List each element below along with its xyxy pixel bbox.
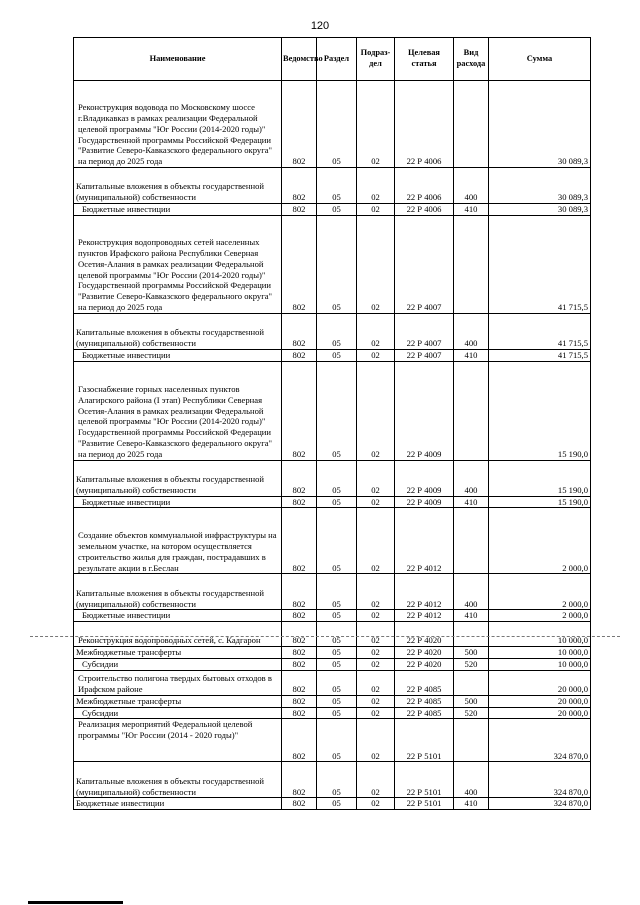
row-vedomstvo: 802 [282,798,317,810]
table-row [74,670,591,695]
row-summa: 20 000,0 [489,695,591,707]
row-celevaya: 22 Р 4012 [395,508,454,574]
table-row [74,313,591,349]
budget-table [73,37,591,810]
row-vedomstvo: 802 [282,496,317,508]
row-vid [454,81,489,168]
row-vedomstvo: 802 [282,508,317,574]
row-vedomstvo: 802 [282,647,317,659]
row-name: Строительство полигона твердых бытовых отходов в Ирафском районе [74,670,282,695]
row-name: Капитальные вложения в объекты государственной (муниципальной) собственности [74,574,282,610]
row-summa: 2 000,0 [489,508,591,574]
row-vid [454,670,489,695]
row-podrazdel: 02 [357,707,395,719]
row-summa: 20 000,0 [489,707,591,719]
row-celevaya: 22 Р 4085 [395,670,454,695]
row-celevaya: 22 Р 5101 [395,762,454,798]
table-row [74,707,591,719]
row-celevaya: 22 Р 4020 [395,647,454,659]
page-number: 120 [310,20,330,32]
row-name: Субсидии [74,707,282,719]
row-vedomstvo: 802 [282,574,317,610]
row-vid: 520 [454,707,489,719]
row-vedomstvo: 802 [282,460,317,496]
row-summa: 10 000,0 [489,622,591,647]
table-row [74,361,591,460]
row-celevaya: 22 Р 5101 [395,798,454,810]
row-celevaya: 22 Р 4006 [395,81,454,168]
row-celevaya: 22 Р 4007 [395,215,454,313]
row-vid [454,215,489,313]
row-razdel: 05 [317,204,357,216]
row-podrazdel: 02 [357,204,395,216]
row-summa: 2 000,0 [489,610,591,622]
row-razdel: 05 [317,313,357,349]
row-vid: 400 [454,460,489,496]
row-celevaya: 22 Р 4007 [395,313,454,349]
row-razdel: 05 [317,670,357,695]
header-podrazdel: Подраз-дел [357,38,395,81]
row-vid: 410 [454,349,489,361]
row-podrazdel: 02 [357,670,395,695]
row-name: Создание объектов коммунальной инфраструктуры на земельном участке, на котором осуществляется строительство жилья для граждан, пострадавших в результате акции в г.Беслан [74,508,282,574]
row-razdel: 05 [317,574,357,610]
row-summa: 15 190,0 [489,496,591,508]
table-row [74,204,591,216]
row-podrazdel: 02 [357,168,395,204]
row-celevaya: 22 Р 4009 [395,496,454,508]
row-podrazdel: 02 [357,695,395,707]
row-podrazdel: 02 [357,81,395,168]
row-celevaya: 22 Р 4009 [395,361,454,460]
row-summa: 41 715,5 [489,215,591,313]
row-podrazdel: 02 [357,361,395,460]
row-podrazdel: 02 [357,719,395,762]
table-row [74,622,591,647]
row-podrazdel: 02 [357,658,395,670]
header-razdel: Раздел [317,38,357,81]
header-vedomstvo: Ведомство [282,38,317,81]
row-name: Газоснабжение горных населенных пунктов Алагирского района (I этап) Республики Северная Осетия-Алания в рамках реализации Федеральной целевой программы "Юг России (2014-2020 годы)" Государственной программы Российской Федерации "Развитие Северо-Кавказского федерального округа" на период до 2025 года [74,361,282,460]
row-vid: 400 [454,762,489,798]
row-name: Капитальные вложения в объекты государственной (муниципальной) собственности [74,168,282,204]
row-razdel: 05 [317,762,357,798]
row-vid: 410 [454,798,489,810]
row-summa: 30 089,3 [489,81,591,168]
row-vedomstvo: 802 [282,695,317,707]
row-summa: 10 000,0 [489,647,591,659]
row-vid [454,719,489,762]
row-razdel: 05 [317,707,357,719]
row-podrazdel: 02 [357,508,395,574]
row-name: Капитальные вложения в объекты государственной (муниципальной) собственности [74,762,282,798]
table-row [74,574,591,610]
row-name: Бюджетные инвестиции [74,349,282,361]
row-celevaya: 22 Р 4006 [395,204,454,216]
header-name: Наименование [74,38,282,81]
row-vid [454,622,489,647]
row-vedomstvo: 802 [282,762,317,798]
scan-fold-line [30,636,620,637]
row-podrazdel: 02 [357,349,395,361]
row-vedomstvo: 802 [282,81,317,168]
row-summa: 41 715,5 [489,349,591,361]
row-vedomstvo: 802 [282,610,317,622]
row-summa: 30 089,3 [489,204,591,216]
row-vid: 520 [454,658,489,670]
row-razdel: 05 [317,610,357,622]
row-vedomstvo: 802 [282,349,317,361]
row-razdel: 05 [317,658,357,670]
table-row [74,496,591,508]
row-celevaya: 22 Р 4020 [395,622,454,647]
row-razdel: 05 [317,508,357,574]
row-podrazdel: 02 [357,798,395,810]
table-row [74,762,591,798]
header-summa: Сумма [489,38,591,81]
row-razdel: 05 [317,622,357,647]
row-name: Реконструкция водопроводных сетей, с. Кадгарон [74,622,282,647]
table-header-row [74,38,591,81]
table-row [74,460,591,496]
row-vedomstvo: 802 [282,361,317,460]
row-podrazdel: 02 [357,762,395,798]
row-summa: 10 000,0 [489,658,591,670]
row-vid: 500 [454,695,489,707]
header-celevaya: Целевая статья [395,38,454,81]
row-vid [454,508,489,574]
row-celevaya: 22 Р 4020 [395,658,454,670]
row-podrazdel: 02 [357,496,395,508]
row-vedomstvo: 802 [282,204,317,216]
row-vedomstvo: 802 [282,658,317,670]
row-summa: 324 870,0 [489,719,591,762]
table-row [74,647,591,659]
row-name: Бюджетные инвестиции [74,798,282,810]
row-summa: 324 870,0 [489,762,591,798]
row-vedomstvo: 802 [282,168,317,204]
table-row [74,610,591,622]
row-vid: 410 [454,610,489,622]
row-podrazdel: 02 [357,215,395,313]
row-summa: 15 190,0 [489,361,591,460]
row-razdel: 05 [317,361,357,460]
row-name: Капитальные вложения в объекты государственной (муниципальной) собственности [74,313,282,349]
row-name: Реконструкция водопроводных сетей населенных пунктов Ирафского района Республики Северная Осетия-Алания в рамках реализации Федеральной целевой программы "Юг России (2014-2020 годы)" Государственной программы Российской Федерации "Развитие Северо-Кавказского федерального округа" на период до 2025 года [74,215,282,313]
row-name: Реконструкция водовода по Московскому шоссе г.Владикавказ в рамках реализации Федеральной целевой программы "Юг России (2014-2020 годы)" Государственной программы Российской Федерации "Развитие Северо-Кавказского федерального округа" на период до 2025 года [74,81,282,168]
row-vid: 400 [454,574,489,610]
row-name: Межбюджетные трансферты [74,647,282,659]
row-razdel: 05 [317,695,357,707]
row-celevaya: 22 Р 4012 [395,610,454,622]
row-summa: 41 715,5 [489,313,591,349]
table-row [74,658,591,670]
row-vedomstvo: 802 [282,215,317,313]
row-summa: 30 089,3 [489,168,591,204]
row-podrazdel: 02 [357,610,395,622]
row-celevaya: 22 Р 4085 [395,707,454,719]
row-vid: 500 [454,647,489,659]
row-name: Бюджетные инвестиции [74,204,282,216]
row-celevaya: 22 Р 5101 [395,719,454,762]
row-razdel: 05 [317,647,357,659]
row-vedomstvo: 802 [282,313,317,349]
row-summa: 324 870,0 [489,798,591,810]
row-razdel: 05 [317,215,357,313]
row-razdel: 05 [317,460,357,496]
table-row [74,215,591,313]
row-vedomstvo: 802 [282,719,317,762]
row-name: Капитальные вложения в объекты государственной (муниципальной) собственности [74,460,282,496]
table-row [74,719,591,762]
row-vid: 410 [454,204,489,216]
row-podrazdel: 02 [357,574,395,610]
table-row [74,508,591,574]
row-vid [454,361,489,460]
table-row [74,798,591,810]
row-podrazdel: 02 [357,622,395,647]
row-celevaya: 22 Р 4085 [395,695,454,707]
table-row [74,695,591,707]
footer-rule [28,901,123,904]
row-celevaya: 22 Р 4006 [395,168,454,204]
row-vid: 400 [454,313,489,349]
row-name: Реализация мероприятий Федеральной целевой программы "Юг России (2014 - 2020 годы)" [74,719,282,762]
row-name: Бюджетные инвестиции [74,496,282,508]
row-podrazdel: 02 [357,647,395,659]
row-podrazdel: 02 [357,460,395,496]
row-razdel: 05 [317,798,357,810]
row-celevaya: 22 Р 4012 [395,574,454,610]
row-podrazdel: 02 [357,313,395,349]
row-celevaya: 22 Р 4007 [395,349,454,361]
row-vedomstvo: 802 [282,707,317,719]
row-razdel: 05 [317,168,357,204]
row-summa: 2 000,0 [489,574,591,610]
row-razdel: 05 [317,496,357,508]
row-name: Межбюджетные трансферты [74,695,282,707]
row-summa: 20 000,0 [489,670,591,695]
row-razdel: 05 [317,349,357,361]
header-vid: Вид расхода [454,38,489,81]
table-row [74,349,591,361]
row-vedomstvo: 802 [282,622,317,647]
row-razdel: 05 [317,719,357,762]
row-razdel: 05 [317,81,357,168]
row-vedomstvo: 802 [282,670,317,695]
row-vid: 410 [454,496,489,508]
table-row [74,168,591,204]
row-name: Субсидии [74,658,282,670]
row-name: Бюджетные инвестиции [74,610,282,622]
row-summa: 15 190,0 [489,460,591,496]
row-vid: 400 [454,168,489,204]
row-celevaya: 22 Р 4009 [395,460,454,496]
table-row [74,81,591,168]
